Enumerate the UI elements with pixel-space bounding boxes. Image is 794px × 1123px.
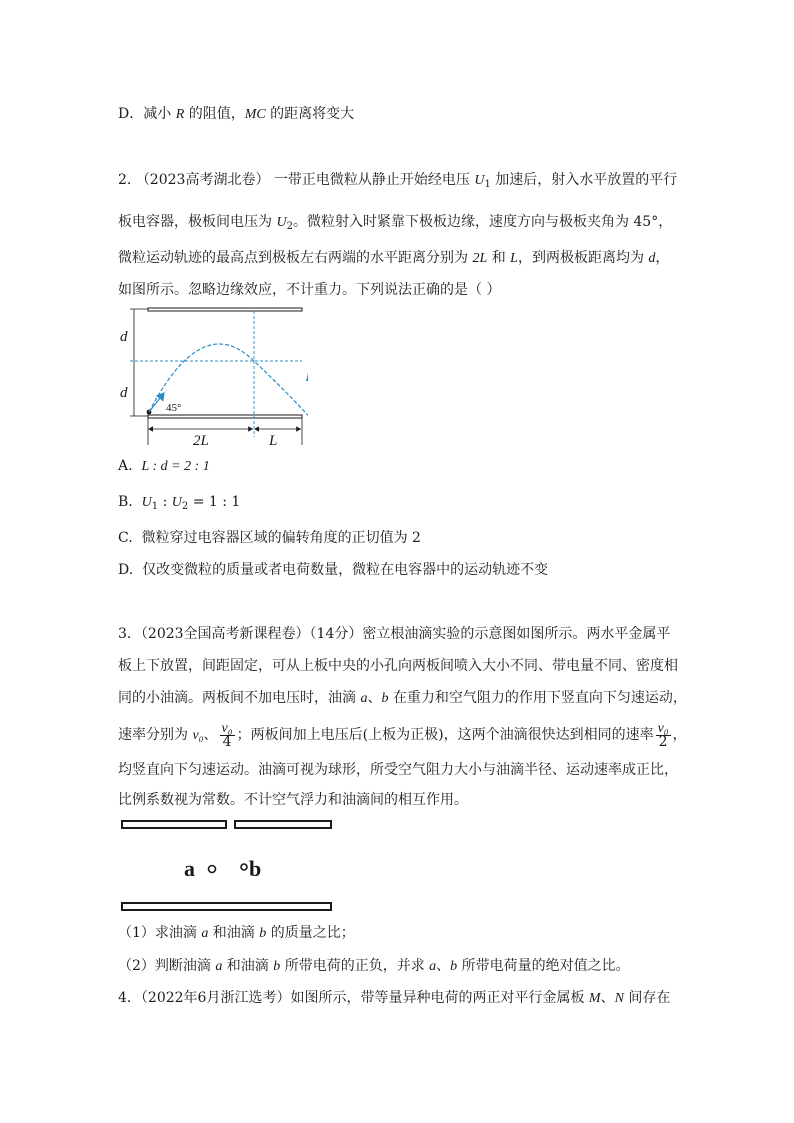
- option-text: 微粒穿过电容器区域的偏转角度的正切值为 2: [141, 530, 421, 546]
- q3-line-6: [118, 790, 468, 810]
- text: ，: [672, 727, 687, 743]
- text: （2）判断油滴: [118, 958, 216, 974]
- text: 的质量之比；: [266, 925, 355, 941]
- text: 和油滴: [208, 925, 260, 941]
- q2-option-c: [118, 528, 421, 548]
- var-b: b: [381, 691, 389, 706]
- option-text: 仅改变微粒的质量或者电荷数量，微粒在电容器中的运动轨迹不变: [142, 562, 549, 578]
- text: 微粒运动轨迹的最高点到极板左右两端的水平距离分别为: [118, 250, 473, 266]
- upper-plate-right: [235, 821, 331, 828]
- subscript: 2: [181, 501, 189, 512]
- question-source: （2023高考湖北卷）: [135, 172, 270, 188]
- text: ；两板间加上电压后(上板为正极)，这两个油滴很快达到相同的速率: [236, 727, 654, 743]
- text: 板上下放置，间距固定，可从上板中央的小孔向两板间喷入大小不同、带电量不同、密度相: [118, 658, 678, 674]
- text: 如图所示。忽略边缘效应，不计重力。下列说法正确的是（ ）: [118, 282, 501, 298]
- denominator: 4: [222, 733, 232, 750]
- q3-sub-2: [118, 956, 630, 977]
- text: 和油滴: [222, 958, 274, 974]
- fraction-v0-over-4: [220, 722, 235, 749]
- text: 的阻值，: [184, 106, 245, 122]
- denominator: 2: [658, 733, 668, 750]
- q3-line-3: [118, 688, 687, 709]
- text: 、: [203, 727, 218, 743]
- q3-line-2: [118, 656, 678, 676]
- label-d-top: d: [120, 329, 128, 345]
- numerator: v₀: [221, 720, 233, 736]
- q2-figure: [116, 305, 308, 451]
- label-l: L: [269, 433, 278, 449]
- q3-line-1: [118, 624, 670, 644]
- var-u: U: [171, 495, 182, 510]
- q2-line-1: [118, 170, 677, 195]
- question-number: 2.: [118, 172, 132, 188]
- label-angle: 45°: [166, 402, 182, 414]
- q2-line-3: [118, 248, 669, 269]
- var-a: a: [429, 959, 437, 974]
- text: 速率分别为: [118, 727, 193, 743]
- question-number: 4．: [118, 990, 141, 1006]
- q4-line-1: [118, 988, 670, 1009]
- var-u: U: [474, 173, 485, 188]
- fraction-v0-over-2: [656, 722, 671, 749]
- var-a: a: [215, 959, 223, 974]
- text: （1）求油滴: [118, 925, 202, 941]
- text: 均竖直向下匀速运动。油滴可视为球形，所受空气阻力大小与油滴半径、运动速率成正比，: [118, 762, 678, 778]
- text: 和: [487, 250, 511, 266]
- subscript: 1: [151, 501, 159, 512]
- text: 同的小油滴。两板间不加电压时，油滴: [118, 690, 361, 706]
- var-n: N: [614, 991, 624, 1006]
- var-b: b: [259, 926, 267, 941]
- text: 的距离将变大: [265, 106, 355, 122]
- text: 在重力和空气阻力的作用下竖直向下匀速运动，: [388, 690, 687, 706]
- text: 减小: [143, 106, 176, 122]
- question-number: 3．: [118, 626, 141, 642]
- var-u: U: [141, 495, 152, 510]
- var-a: a: [201, 926, 209, 941]
- q3-line-4: [118, 718, 687, 753]
- q3-sub-1: [118, 923, 355, 944]
- droplet-label-b: b: [249, 856, 262, 881]
- text: 、: [367, 690, 382, 706]
- subscript: 2: [286, 221, 293, 232]
- option-letter: B.: [118, 494, 133, 510]
- var-r: R: [175, 107, 185, 122]
- text: 所带电荷的正负，并求: [280, 958, 430, 974]
- q3-figure: [118, 818, 336, 916]
- q3-line-5: [118, 760, 678, 780]
- q2-option-d: [118, 560, 548, 580]
- text: ，到两极板距离均为: [517, 250, 649, 266]
- text: 加速后，射入水平放置的平行: [490, 172, 678, 188]
- droplet-b: [241, 864, 247, 870]
- lower-plate: [122, 903, 331, 910]
- var-2l: 2L: [472, 251, 488, 266]
- text: （2023全国高考新课程卷）（14分）密立根油滴实验的示意图如图所示。两水平金属平: [140, 626, 671, 642]
- text: = 1 : 1: [188, 494, 241, 510]
- droplet-a: [209, 866, 216, 873]
- var-u: U: [276, 215, 287, 230]
- option-letter: D.: [118, 562, 134, 578]
- trajectory-arrowhead: [306, 373, 308, 382]
- text: ，: [655, 250, 670, 266]
- q2-option-a: [118, 456, 210, 477]
- text: 一带正电微粒从静止开始经电压: [269, 172, 475, 188]
- option-letter: A.: [118, 458, 133, 474]
- text: 、: [436, 958, 451, 974]
- option-letter: D．: [118, 106, 144, 122]
- text: 所带电荷量的绝对值之比。: [457, 958, 630, 974]
- upper-plate-left: [122, 821, 226, 828]
- q2-line-4: [118, 280, 500, 300]
- initial-velocity-arrow: [149, 393, 164, 412]
- bottom-plate: [148, 415, 302, 418]
- option-letter: C.: [118, 530, 133, 546]
- text: 、: [600, 990, 615, 1006]
- text: （2022年6月浙江选考）如图所示，带等量异种电荷的两正对平行金属板: [140, 990, 589, 1006]
- var-l: L: [510, 251, 518, 266]
- text: 板电容器，极板间电压为: [118, 214, 277, 230]
- var-m: M: [588, 991, 601, 1006]
- q2-line-2: [118, 212, 672, 237]
- q2-option-b: [118, 492, 240, 517]
- prev-option-d: [118, 104, 354, 125]
- var-mc: MC: [244, 107, 266, 122]
- numerator: v₀: [657, 720, 669, 736]
- var-d: d: [648, 251, 656, 266]
- var-a: a: [360, 691, 368, 706]
- text: :: [158, 494, 172, 510]
- droplet-label-a: a: [184, 856, 195, 881]
- var-v0: v₀: [192, 728, 204, 743]
- label-d-bottom: d: [120, 385, 128, 401]
- text: 。微粒射入时紧靠下极板边缘，速度方向与极板夹角为 45°，: [292, 214, 673, 230]
- var-b: b: [450, 959, 458, 974]
- text: 间存在: [623, 990, 671, 1006]
- label-2l: 2L: [193, 433, 209, 449]
- var-b: b: [273, 959, 281, 974]
- text: 比例系数视为常数。不计空气浮力和油滴间的相互作用。: [118, 792, 468, 808]
- subscript: 1: [484, 179, 491, 190]
- option-text: L : d = 2 : 1: [141, 459, 210, 474]
- top-plate: [148, 308, 302, 311]
